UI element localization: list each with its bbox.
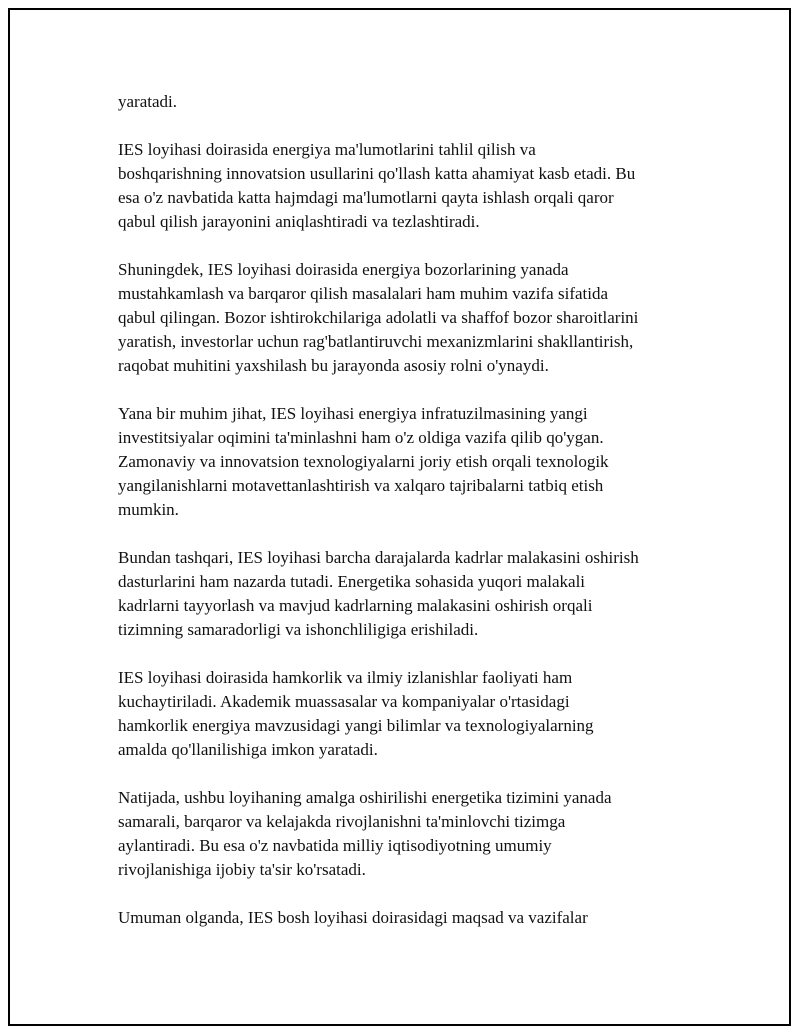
paragraph-5: Bundan tashqari, IES loyihasi barcha darajalarda kadrlar malakasini oshirish dasturlarini ham nazarda tutadi. Energetika sohasida yuqori malakali kadrlarni tayyorlash va mavjud kadrlarning malakasini oshirish orqali tizimning samaradorligi va ishonchliligiga erishiladi. <box>118 548 639 639</box>
paragraph-1: yaratadi. <box>118 92 177 111</box>
paragraph-2: IES loyihasi doirasida energiya ma'lumotlarini tahlil qilish va boshqarishning innovatsion usullarini qo'llash katta ahamiyat kasb etadi. Bu esa o'z navbatida katta hajmdagi ma'lumotlarni qayta ishlash orqali qaror qabul qilish jarayonini aniqlashtiradi va tezlashtiradi. <box>118 140 636 231</box>
paragraph-7: Natijada, ushbu loyihaning amalga oshirilishi energetika tizimini yanada samarali, barqaror va kelajakda rivojlanishni ta'minlovchi tizimga aylantiradi. Bu esa o'z navbatida milliy iqtisodiyotning umumiy rivojlanishiga ijobiy ta'sir ko'rsatadi. <box>118 788 612 879</box>
paragraph-3: Shuningdek, IES loyihasi doirasida energiya bozorlarining yanada mustahkamlash va barqaror qilish masalalari ham muhim vazifa sifatida qabul qilingan. Bozor ishtirokchilariga adolatli va shaffof bozor sharoitlarini yaratish, investorlar uchun rag'batlantiruvchi mexanizmlarini shakllantirish, raqobat muhitini yaxshilash bu jarayonda asosiy rolni o'ynaydi. <box>118 260 639 375</box>
paragraph-6: IES loyihasi doirasida hamkorlik va ilmiy izlanishlar faoliyati ham kuchaytiriladi. Akademik muassasalar va kompaniyalar o'rtasidagi hamkorlik energiya mavzusidagi yangi bilimlar va texnologiyalarning amalda qo'llanilishiga imkon yaratadi. <box>118 668 594 759</box>
paragraph-4: Yana bir muhim jihat, IES loyihasi energiya infratuzilmasining yangi investitsiyalar oqimini ta'minlashni ham o'z oldiga vazifa qilib qo'ygan. Zamonaviy va innovatsion texnologiyalarni joriy etish orqali texnologik yangilanishlarni motavettanlashtirish va xalqaro tajribalarni tatbiq etish mumkin. <box>118 404 609 519</box>
document-body <box>118 90 698 954</box>
paragraph-8: Umuman olganda, IES bosh loyihasi doirasidagi maqsad va vazifalar <box>118 908 588 927</box>
